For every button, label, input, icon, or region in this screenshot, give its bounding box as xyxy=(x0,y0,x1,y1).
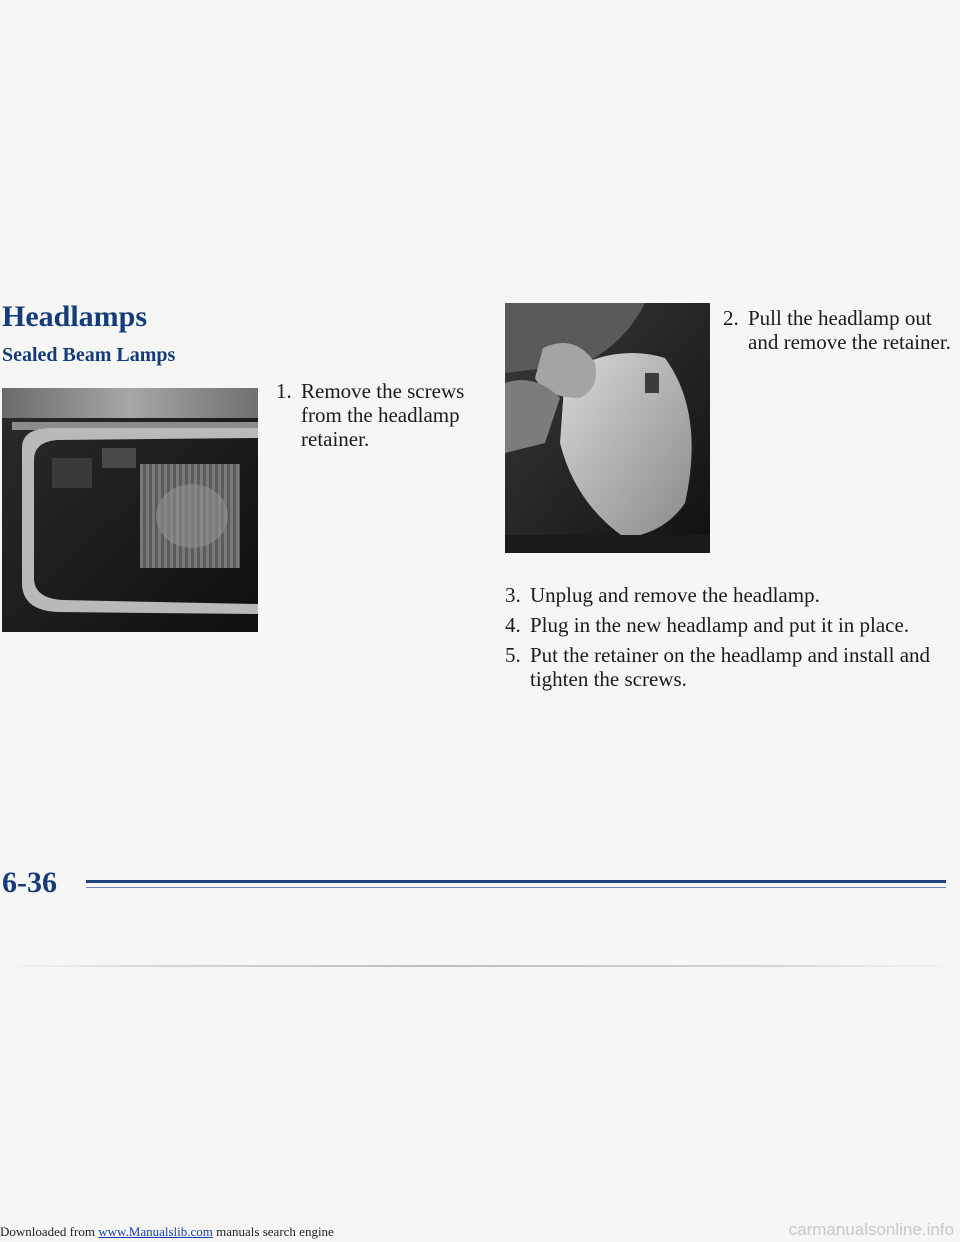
step-1 xyxy=(276,379,486,451)
step-2 xyxy=(723,306,955,354)
step-3 xyxy=(505,583,935,607)
step-5 xyxy=(505,643,935,691)
section-subtitle: Sealed Beam Lamps xyxy=(2,344,176,366)
download-note xyxy=(0,1224,334,1240)
headlamp-bezel-photo xyxy=(2,388,258,632)
step-text: Pull the headlamp out and remove the retainer. xyxy=(748,306,951,354)
headlamp-removal-photo xyxy=(505,303,710,553)
page-number: 6-36 xyxy=(2,866,57,899)
step-number: 1. xyxy=(276,379,292,403)
manualslib-link[interactable]: www.Manualslib.com xyxy=(98,1224,213,1239)
step-number: 2. xyxy=(723,306,739,330)
section-title: Headlamps xyxy=(2,300,148,333)
download-suffix: manuals search engine xyxy=(212,1224,334,1239)
scan-divider xyxy=(0,965,960,967)
step-number: 5. xyxy=(505,643,521,667)
step-number: 4. xyxy=(505,613,521,637)
watermark: carmanualsonline.info xyxy=(788,1220,954,1239)
footer-rule xyxy=(86,880,946,892)
step-text: Unplug and remove the headlamp. xyxy=(530,583,820,607)
download-prefix: Downloaded from xyxy=(0,1224,99,1239)
step-text: Put the retainer on the headlamp and install and tighten the screws. xyxy=(530,643,931,691)
step-text: Plug in the new headlamp and put it in place. xyxy=(530,613,910,637)
step-number: 3. xyxy=(505,583,521,607)
step-4 xyxy=(505,613,935,637)
step-text: Remove the screws from the headlamp retainer. xyxy=(301,379,465,451)
